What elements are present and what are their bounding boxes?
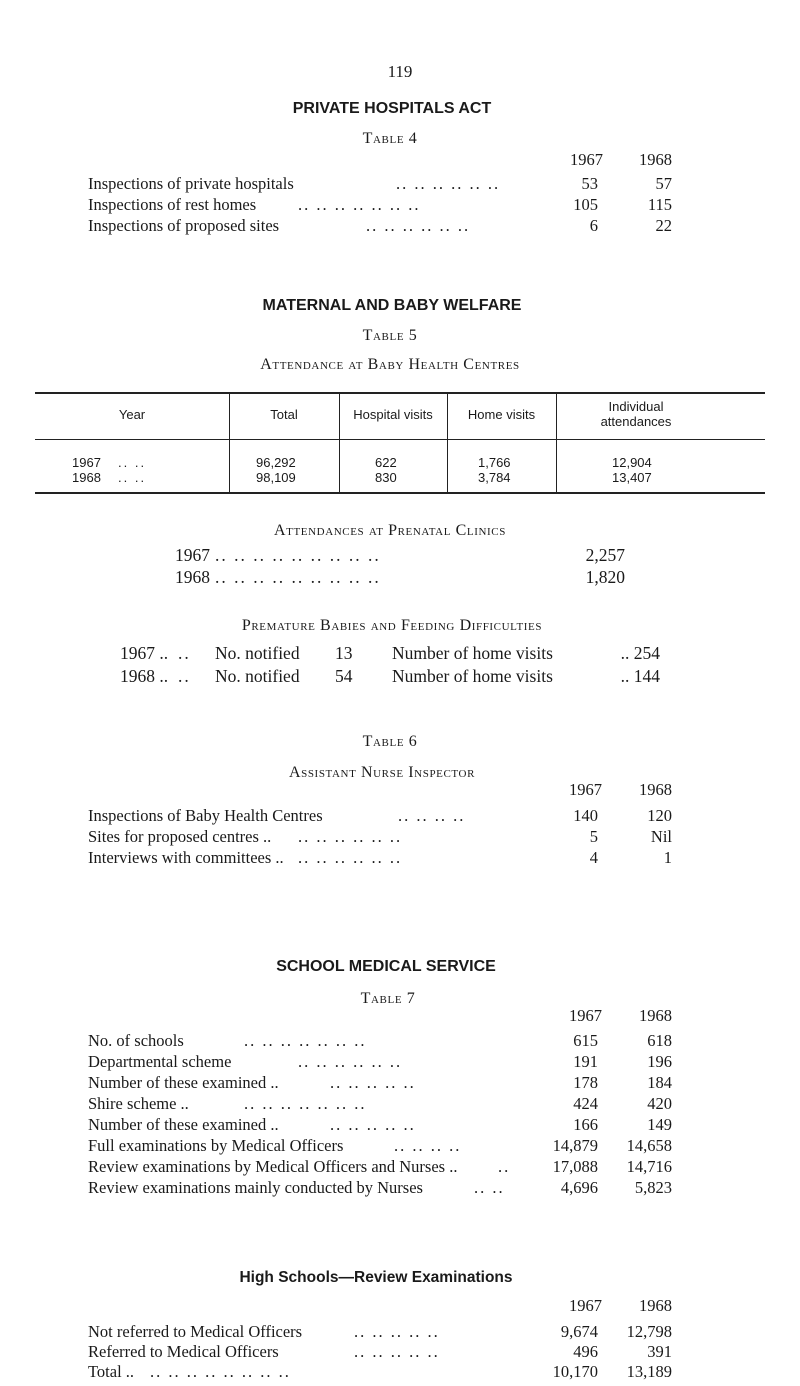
row-label: Not referred to Medical Officers [88,1322,303,1341]
table-row [120,643,680,667]
table-6-subtitle: Assistant Nurse Inspector [288,764,476,781]
home-visits-value: .. 144 [620,666,660,686]
value-1968: 14,716 [626,1157,672,1176]
leader-dots: .. .. .. .. [394,1136,462,1155]
row-label: Number of these examined .. [88,1073,279,1092]
leader-dots: .. .. .. .. .. .. .. .. .. [215,567,381,587]
value-1967: 140 [573,806,598,825]
row-label: Sites for proposed centres .. [88,827,272,846]
cell-total: 96,292 [256,455,296,470]
col-header-1967: 1967 [569,1296,602,1315]
notified-value: 13 [335,643,353,663]
value-1968: 12,798 [626,1322,672,1341]
cell-hospital: 830 [375,470,397,485]
leader-dots: .. .. .. .. .. .. .. [298,195,421,214]
col-header-total: Total [270,407,298,422]
home-visits-label: Number of home visits [392,666,553,686]
value-1967: 424 [573,1094,598,1113]
col-header-year: Year [118,407,146,422]
high-schools-heading: High Schools—Review Examinations [239,1269,513,1286]
value-1967: 496 [573,1342,598,1361]
value-1968: 14,658 [626,1136,672,1155]
value-1967: 4 [589,848,598,867]
leader-dots: .. .. .. .. .. .. [298,1052,403,1071]
value-1967: 53 [581,174,598,193]
leader-dots: .. .. .. .. .. [330,1073,416,1092]
value-1967: 5 [589,827,598,846]
table-row [88,1157,688,1179]
row-label: Referred to Medical Officers [88,1342,279,1361]
leader-dots: .. .. .. .. .. .. .. [244,1031,367,1050]
leader-dots: .. .. [118,470,147,485]
school-medical-heading: SCHOOL MEDICAL SERVICE [276,958,496,975]
leader-dots: .. .. .. .. .. .. [298,827,403,846]
leader-dots: .. .. .. .. .. .. .. [244,1094,367,1113]
leader-dots: .. .. .. .. [398,806,466,825]
row-year: 1968 [175,567,210,587]
cell-individual: 13,407 [612,470,652,485]
value-1967: 105 [573,195,598,214]
value-1968: 115 [647,195,672,214]
table-row [88,827,688,849]
table-row [175,545,635,569]
table-row [88,1178,688,1200]
row-label: Departmental scheme [88,1052,232,1071]
private-hospitals-heading: PRIVATE HOSPITALS ACT [292,100,492,117]
col-header-1968: 1968 [639,150,672,169]
row-label: Total .. [88,1362,135,1381]
cell-hospital: 622 [375,455,397,470]
table-row [88,1136,688,1158]
leader-dots: .. [178,643,191,663]
cell-home: 3,784 [478,470,511,485]
row-label: No. of schools [88,1031,184,1050]
value-1968: 391 [647,1342,672,1361]
leader-dots: .. .. .. .. .. [354,1322,440,1341]
value-1968: 184 [647,1073,672,1092]
table-row [88,848,688,870]
table-row [88,174,688,196]
leader-dots: .. .. .. .. .. .. [366,216,471,235]
table-bottom-rule [35,492,765,494]
notified-label: No. notified [215,643,300,663]
row-year: 1967 .. [120,643,169,663]
table-row [88,195,688,217]
value-1968: 149 [647,1115,672,1134]
col-header-1968: 1968 [639,1006,672,1025]
row-label: Review examinations mainly conducted by Nurses [88,1178,423,1197]
table-row [88,806,688,828]
row-year: 1968 .. [120,666,169,686]
leader-dots: .. .. [474,1178,505,1197]
notified-value: 54 [335,666,353,686]
table-row [88,1094,688,1116]
table-7-title: Table 7 [360,990,416,1007]
row-label: Inspections of proposed sites [88,216,280,235]
maternal-heading: MATERNAL AND BABY WELFARE [262,297,522,314]
column-divider [556,392,557,492]
row-label: Number of these examined .. [88,1115,279,1134]
col-header-1967: 1967 [570,150,603,169]
cell-year: 1967 [72,455,101,470]
leader-dots: .. .. .. .. .. [330,1115,416,1134]
prenatal-title: Attendances at Prenatal Clinics [274,522,506,539]
col-header-individual: Individual attendances [600,399,672,429]
value-1967: 178 [573,1073,598,1092]
col-header-1968: 1968 [639,1296,672,1315]
leader-dots: .. .. .. .. .. .. [298,848,403,867]
premature-title: Premature Babies and Feeding Difficulties [241,617,543,634]
home-visits-value: .. 254 [620,643,660,663]
table-4-title: Table 4 [362,130,418,147]
col-header-home-visits: Home visits [467,407,536,422]
table-row [88,1052,688,1074]
leader-dots: .. .. [118,455,147,470]
value-1967: 4,696 [560,1178,598,1197]
value-1968: 196 [647,1052,672,1071]
notified-label: No. notified [215,666,300,686]
value-1967: 9,674 [560,1322,598,1341]
row-label: Inspections of rest homes [88,195,257,214]
table-row [88,1342,688,1364]
table-row [88,1073,688,1095]
row-label: Review examinations by Medical Officers and Nurses .. [88,1157,458,1176]
leader-dots: .. .. .. .. .. .. [396,174,501,193]
value-1968: 1 [663,848,672,867]
value-1967: 615 [573,1031,598,1050]
row-label: Interviews with committees .. [88,848,284,867]
page-number: 119 [387,62,413,81]
cell-total: 98,109 [256,470,296,485]
cell-year: 1968 [72,470,101,485]
value-1967: 14,879 [552,1136,598,1155]
col-header-1967: 1967 [569,1006,602,1025]
value-1967: 10,170 [552,1362,598,1381]
table-row [88,216,688,238]
value-1968: 5,823 [634,1178,672,1197]
value-1968: 120 [647,806,672,825]
table-5-subtitle: Attendance at Baby Health Centres [260,356,520,373]
table-row [88,1322,688,1344]
row-label: Inspections of private hospitals [88,174,294,193]
value-1968: 618 [647,1031,672,1050]
table-row [88,1362,688,1384]
row-year: 1967 [175,545,210,565]
table-5-title: Table 5 [362,327,418,344]
value-1968: 420 [647,1094,672,1113]
table-row [88,1031,688,1053]
value-1968: 57 [655,174,672,193]
row-label: Shire scheme .. [88,1094,189,1113]
value-1968: Nil [650,827,672,846]
value-1968: 22 [655,216,672,235]
table-6-title: Table 6 [362,733,418,750]
row-label: Full examinations by Medical Officers [88,1136,344,1155]
cell-home: 1,766 [478,455,511,470]
col-header-1968: 1968 [639,780,672,799]
leader-dots: .. .. .. .. .. .. .. .. .. [215,545,381,565]
value-1967: 191 [573,1052,598,1071]
leader-dots: .. .. .. .. .. [354,1342,440,1361]
table-row [120,666,680,690]
col-header-1967: 1967 [569,780,602,799]
leader-dots: .. [498,1157,511,1176]
value-1967: 17,088 [552,1157,598,1176]
home-visits-label: Number of home visits [392,643,553,663]
col-header-hospital-visits: Hospital visits [353,407,433,422]
leader-dots: .. .. .. .. .. .. .. .. [150,1362,291,1381]
table-top-rule [35,392,765,394]
value-1968: 13,189 [626,1362,672,1381]
row-value: 1,820 [585,567,625,587]
table-header-rule [35,439,765,440]
row-value: 2,257 [585,545,625,565]
value-1967: 6 [589,216,598,235]
row-label: Inspections of Baby Health Centres [88,806,323,825]
value-1967: 166 [573,1115,598,1134]
table-row [88,1115,688,1137]
leader-dots: .. [178,666,191,686]
table-row [175,567,635,591]
cell-individual: 12,904 [612,455,652,470]
